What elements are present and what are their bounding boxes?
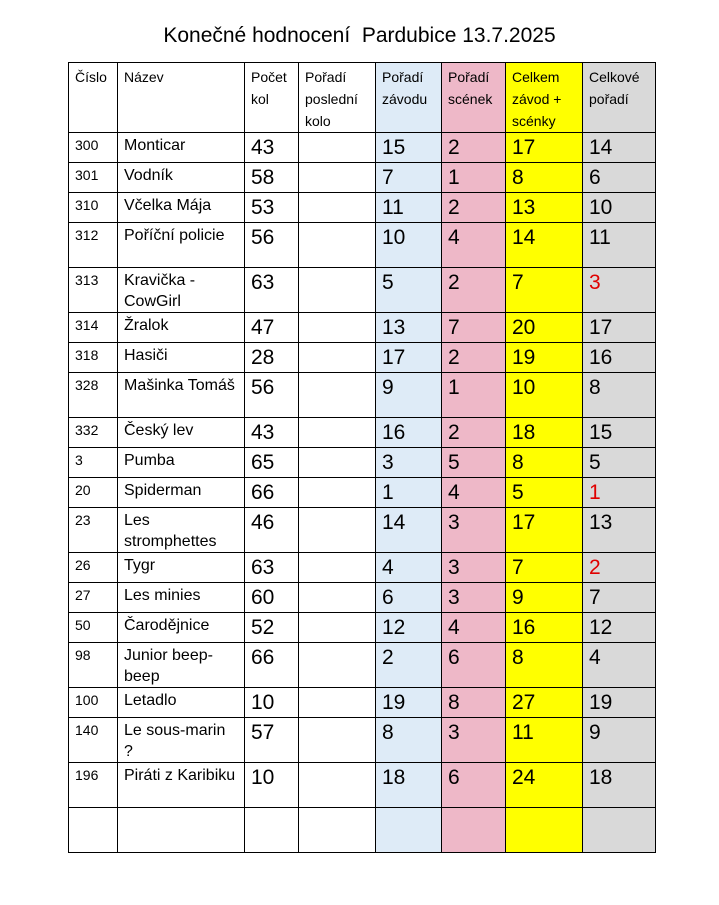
cell-nazev: Hasiči (118, 343, 245, 373)
cell-celkove-poradi: 9 (583, 718, 656, 763)
cell-poradi-posledni-kolo (299, 553, 376, 583)
table-row (69, 373, 656, 418)
cell-nazev: Včelka Mája (118, 193, 245, 223)
cell-celkove-poradi: 14 (583, 133, 656, 163)
cell-celkove-poradi: 2 (583, 553, 656, 583)
cell-celkem: 8 (506, 163, 583, 193)
cell-poradi-scenek: 7 (442, 313, 506, 343)
header-poradi-scenek: Pořadí scének (442, 63, 506, 133)
cell-nazev: Žralok (118, 313, 245, 343)
cell-cislo: 300 (69, 133, 118, 163)
cell-nazev: Letadlo (118, 688, 245, 718)
table-row (69, 343, 656, 373)
cell-poradi-zavodu: 5 (376, 268, 442, 313)
results-table (68, 62, 656, 853)
cell-celkove-poradi: 10 (583, 193, 656, 223)
cell-poradi-zavodu: 4 (376, 553, 442, 583)
cell-poradi-scenek: 2 (442, 418, 506, 448)
cell-cislo: 328 (69, 373, 118, 418)
cell-celkove-poradi: 19 (583, 688, 656, 718)
table-row (69, 133, 656, 163)
cell-cislo: 314 (69, 313, 118, 343)
cell-celkove-poradi: 7 (583, 583, 656, 613)
page-title: Konečné hodnocení Pardubice 13.7.2025 (163, 24, 556, 47)
cell-poradi-posledni-kolo (299, 508, 376, 553)
cell-poradi-zavodu: 7 (376, 163, 442, 193)
table-row (69, 763, 656, 808)
header-nazev: Název (118, 63, 245, 133)
cell-poradi-posledni-kolo (299, 133, 376, 163)
cell-celkove-poradi: 8 (583, 373, 656, 418)
cell-poradi-scenek: 8 (442, 688, 506, 718)
cell-nazev: Vodník (118, 163, 245, 193)
cell-poradi-zavodu: 6 (376, 583, 442, 613)
cell-nazev: Čarodějnice (118, 613, 245, 643)
cell-celkem: 13 (506, 193, 583, 223)
cell-pocet-kol (245, 808, 299, 853)
cell-pocet-kol: 52 (245, 613, 299, 643)
cell-pocet-kol: 63 (245, 553, 299, 583)
cell-poradi-posledni-kolo (299, 718, 376, 763)
cell-cislo: 50 (69, 613, 118, 643)
cell-poradi-posledni-kolo (299, 583, 376, 613)
cell-nazev: Junior beep-beep (118, 643, 245, 688)
cell-poradi-scenek: 3 (442, 553, 506, 583)
cell-cislo: 98 (69, 643, 118, 688)
cell-celkem: 27 (506, 688, 583, 718)
cell-poradi-zavodu: 1 (376, 478, 442, 508)
cell-poradi-posledni-kolo (299, 688, 376, 718)
cell-pocet-kol: 56 (245, 373, 299, 418)
header-pocet-kol: Počet kol (245, 63, 299, 133)
cell-celkove-poradi: 13 (583, 508, 656, 553)
cell-pocet-kol: 66 (245, 643, 299, 688)
cell-cislo (69, 808, 118, 853)
cell-cislo: 313 (69, 268, 118, 313)
cell-cislo: 23 (69, 508, 118, 553)
cell-poradi-scenek: 4 (442, 478, 506, 508)
cell-celkem: 18 (506, 418, 583, 448)
cell-poradi-scenek: 1 (442, 373, 506, 418)
cell-pocet-kol: 53 (245, 193, 299, 223)
cell-nazev: Piráti z Karibiku (118, 763, 245, 808)
cell-poradi-posledni-kolo (299, 268, 376, 313)
cell-nazev: Kravička - CowGirl (118, 268, 245, 313)
table-row (69, 448, 656, 478)
cell-pocet-kol: 58 (245, 163, 299, 193)
cell-celkove-poradi: 6 (583, 163, 656, 193)
cell-celkem: 14 (506, 223, 583, 268)
cell-poradi-scenek: 1 (442, 163, 506, 193)
cell-celkove-poradi: 1 (583, 478, 656, 508)
cell-celkem: 9 (506, 583, 583, 613)
cell-poradi-zavodu (376, 808, 442, 853)
cell-pocet-kol: 57 (245, 718, 299, 763)
cell-nazev (118, 808, 245, 853)
header-cislo: Číslo (69, 63, 118, 133)
table-row (69, 418, 656, 448)
cell-celkove-poradi (583, 808, 656, 853)
table-row (69, 313, 656, 343)
cell-nazev: Mašinka Tomáš (118, 373, 245, 418)
cell-celkem: 20 (506, 313, 583, 343)
cell-celkem: 8 (506, 448, 583, 478)
cell-cislo: 100 (69, 688, 118, 718)
cell-cislo: 310 (69, 193, 118, 223)
cell-nazev: Tygr (118, 553, 245, 583)
header-poradi-posledni-kolo: Pořadí poslední kolo (299, 63, 376, 133)
cell-poradi-zavodu: 9 (376, 373, 442, 418)
cell-cislo: 332 (69, 418, 118, 448)
cell-poradi-zavodu: 15 (376, 133, 442, 163)
cell-poradi-zavodu: 3 (376, 448, 442, 478)
table-row (69, 163, 656, 193)
table-row (69, 193, 656, 223)
cell-poradi-posledni-kolo (299, 223, 376, 268)
cell-cislo: 27 (69, 583, 118, 613)
cell-cislo: 140 (69, 718, 118, 763)
cell-celkove-poradi: 3 (583, 268, 656, 313)
cell-poradi-posledni-kolo (299, 313, 376, 343)
cell-poradi-zavodu: 11 (376, 193, 442, 223)
cell-poradi-posledni-kolo (299, 643, 376, 688)
cell-poradi-scenek: 6 (442, 763, 506, 808)
cell-pocet-kol: 60 (245, 583, 299, 613)
cell-poradi-scenek: 2 (442, 268, 506, 313)
cell-celkem: 7 (506, 268, 583, 313)
cell-poradi-zavodu: 19 (376, 688, 442, 718)
cell-celkove-poradi: 4 (583, 643, 656, 688)
cell-cislo: 318 (69, 343, 118, 373)
cell-nazev: Spiderman (118, 478, 245, 508)
table-row (69, 718, 656, 763)
cell-celkove-poradi: 16 (583, 343, 656, 373)
cell-cislo: 26 (69, 553, 118, 583)
cell-celkove-poradi: 17 (583, 313, 656, 343)
cell-poradi-scenek: 4 (442, 613, 506, 643)
cell-celkem: 17 (506, 508, 583, 553)
cell-nazev: Le sous-marin ? (118, 718, 245, 763)
cell-poradi-posledni-kolo (299, 163, 376, 193)
cell-poradi-scenek: 3 (442, 583, 506, 613)
cell-celkem: 19 (506, 343, 583, 373)
cell-poradi-zavodu: 14 (376, 508, 442, 553)
table-row (69, 613, 656, 643)
cell-celkem: 10 (506, 373, 583, 418)
table-row (69, 478, 656, 508)
cell-pocet-kol: 10 (245, 763, 299, 808)
cell-celkem (506, 808, 583, 853)
cell-cislo: 301 (69, 163, 118, 193)
cell-celkove-poradi: 5 (583, 448, 656, 478)
cell-poradi-posledni-kolo (299, 448, 376, 478)
cell-nazev: Monticar (118, 133, 245, 163)
cell-poradi-zavodu: 16 (376, 418, 442, 448)
cell-pocet-kol: 66 (245, 478, 299, 508)
table-row (69, 553, 656, 583)
header-row (69, 63, 656, 133)
table-row (69, 223, 656, 268)
cell-poradi-scenek: 3 (442, 718, 506, 763)
table-row (69, 583, 656, 613)
cell-poradi-zavodu: 13 (376, 313, 442, 343)
cell-cislo: 196 (69, 763, 118, 808)
cell-pocet-kol: 43 (245, 133, 299, 163)
cell-celkem: 16 (506, 613, 583, 643)
table-row (69, 268, 656, 313)
cell-nazev: Les stromphettes (118, 508, 245, 553)
cell-cislo: 312 (69, 223, 118, 268)
cell-nazev: Pumba (118, 448, 245, 478)
cell-poradi-zavodu: 8 (376, 718, 442, 763)
cell-celkove-poradi: 15 (583, 418, 656, 448)
cell-poradi-posledni-kolo (299, 343, 376, 373)
cell-poradi-zavodu: 10 (376, 223, 442, 268)
cell-poradi-posledni-kolo (299, 763, 376, 808)
cell-poradi-scenek (442, 808, 506, 853)
cell-celkove-poradi: 18 (583, 763, 656, 808)
table-row (69, 688, 656, 718)
cell-poradi-zavodu: 17 (376, 343, 442, 373)
cell-poradi-scenek: 4 (442, 223, 506, 268)
cell-celkem: 5 (506, 478, 583, 508)
cell-cislo: 3 (69, 448, 118, 478)
cell-nazev: Český lev (118, 418, 245, 448)
cell-poradi-scenek: 2 (442, 343, 506, 373)
header-poradi-zavodu: Pořadí závodu (376, 63, 442, 133)
cell-poradi-posledni-kolo (299, 373, 376, 418)
cell-poradi-scenek: 2 (442, 133, 506, 163)
cell-celkem: 24 (506, 763, 583, 808)
cell-celkem: 7 (506, 553, 583, 583)
cell-celkem: 8 (506, 643, 583, 688)
cell-nazev: Les minies (118, 583, 245, 613)
cell-pocet-kol: 46 (245, 508, 299, 553)
cell-celkove-poradi: 12 (583, 613, 656, 643)
cell-poradi-posledni-kolo (299, 193, 376, 223)
cell-poradi-scenek: 3 (442, 508, 506, 553)
cell-celkem: 11 (506, 718, 583, 763)
cell-pocet-kol: 43 (245, 418, 299, 448)
cell-poradi-posledni-kolo (299, 808, 376, 853)
cell-pocet-kol: 56 (245, 223, 299, 268)
cell-poradi-zavodu: 2 (376, 643, 442, 688)
cell-pocet-kol: 47 (245, 313, 299, 343)
cell-poradi-scenek: 2 (442, 193, 506, 223)
cell-poradi-posledni-kolo (299, 613, 376, 643)
cell-poradi-zavodu: 18 (376, 763, 442, 808)
cell-celkem: 17 (506, 133, 583, 163)
cell-pocet-kol: 65 (245, 448, 299, 478)
table-row (69, 643, 656, 688)
cell-poradi-posledni-kolo (299, 418, 376, 448)
cell-pocet-kol: 28 (245, 343, 299, 373)
cell-nazev: Poříční policie (118, 223, 245, 268)
cell-poradi-posledni-kolo (299, 478, 376, 508)
cell-poradi-scenek: 5 (442, 448, 506, 478)
cell-pocet-kol: 10 (245, 688, 299, 718)
table-row (69, 508, 656, 553)
cell-pocet-kol: 63 (245, 268, 299, 313)
cell-cislo: 20 (69, 478, 118, 508)
cell-poradi-zavodu: 12 (376, 613, 442, 643)
cell-poradi-scenek: 6 (442, 643, 506, 688)
header-celkem: Celkem závod + scénky (506, 63, 583, 133)
cell-celkove-poradi: 11 (583, 223, 656, 268)
header-celkove-poradi: Celkové pořadí (583, 63, 656, 133)
table-row (69, 808, 656, 853)
